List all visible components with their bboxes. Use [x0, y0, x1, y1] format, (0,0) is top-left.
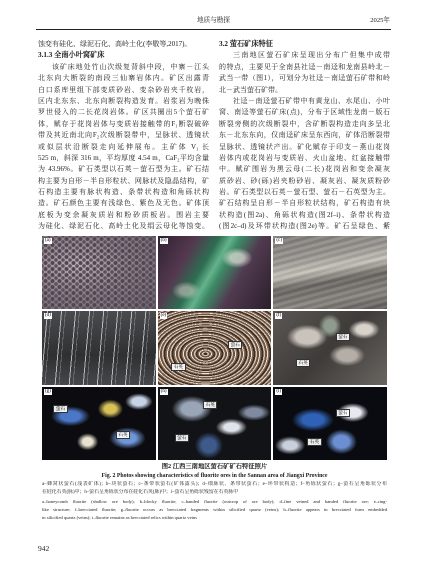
body-text-line: 525 m，斜深 316 m，平均厚度 4.54 m，CaF₂平均含量: [38, 153, 209, 162]
figure-legend-en-line: a–honeycomb fluorite (shallow ore body); b–blocky fluorite; c–banded fluorite (outcrop of ore body); d–fine veined and banded fluorite ore; e–ring-: [42, 499, 387, 504]
right-text-column: [219, 39, 390, 233]
body-text-line: 中。赋矿围岩为黑云母(二长)花岗岩和变余凝灰: [219, 165, 390, 174]
body-text-line: 为硅化、绿泥石化、高岭土化及绢云母化等蚀变。: [38, 222, 209, 231]
panel-label: (i): [276, 388, 282, 394]
mineral-annotation: 石英: [203, 401, 217, 409]
panel-label: (a): [45, 238, 51, 243]
section-heading: 3.1.3 全南小叶窝矿床: [38, 51, 105, 60]
body-text-line: 蚀变有硅化、绿泥石化、高岭土化(李敬等,2017)。: [38, 40, 192, 48]
figure-title-en: Fig. 2 Photos showing characteristics of fluorite ores in the Sannan area of Jiangxi Province: [101, 473, 328, 479]
body-text-line: 构主要为自形－半自形粒状、网脉状及隐晶结构，矿: [38, 176, 209, 185]
body-text-line: 的特点，主要见于全南县社迳－南迳和龙南县岭北－: [219, 62, 390, 71]
panel-label: (c): [276, 238, 282, 243]
photo-panel-f: [273, 311, 387, 384]
photo-panel-c: [273, 236, 387, 309]
body-text-line: 北－武当萤石矿带。: [219, 85, 282, 94]
body-text-line: 带及其近南北向F₂次级断裂带中，呈脉状、透镜状: [38, 131, 209, 140]
body-text-line: 岩。矿石类型以石英－萤石型、萤石－石英型为主。: [219, 188, 390, 197]
mineral-annotation: 石英: [296, 359, 310, 367]
body-text-line: 武当一带（图1），可划分为社迳－南迳萤石矿带和岭: [219, 74, 390, 83]
body-text-line: 三南地区萤石矿床呈现出分布广但集中成带: [233, 51, 390, 60]
photo-panel-h: [158, 387, 272, 460]
body-text-line: 东－北东东向，仅南迳矿床呈东西向，矿体沿断裂带: [219, 131, 390, 140]
body-text-line: 状构造(图2a)、角砾状构造(图2f–i)、条带状构造: [219, 210, 390, 219]
body-text-line: 岩体内或花岗岩与变质岩、火山盆地、红盆接触带: [219, 153, 390, 162]
body-text-line: 区内北东东、北东向断裂构造发育。岩浆岩为晚侏: [38, 96, 209, 105]
figure-title-cn: 图2 江西三南地区萤石矿矿石特征照片: [161, 463, 268, 470]
mineral-annotation: 萤石: [228, 341, 242, 349]
body-text-line: 体，赋存于花岗岩体与变质岩接触带的F₁断裂破碎: [38, 119, 209, 128]
body-text-line: 罗世侵入的二长花岗岩体。矿区共圈出5个萤石矿: [38, 108, 209, 117]
body-text-line: 该矿床地处竹山次级复背斜中段，中寨－江头: [52, 62, 209, 71]
panel-label: (g): [45, 388, 51, 394]
body-text-line: 呈脉状、透镜状产出。矿化赋存于印支－燕山花岗: [219, 142, 390, 151]
photo-panel-e: [158, 311, 272, 384]
photo-panel-i: [273, 387, 387, 460]
panel-label: (f): [276, 313, 282, 319]
panel-label: (e): [160, 313, 167, 319]
mineral-annotation: 石英: [116, 431, 130, 439]
figure-legend-en-line: like structure; f–brecciated fluorite; g–fluorite occurs as brecciated fragments within silicified quartz (veins); h–fluorite appears in brecciated form embedded: [42, 507, 387, 512]
mineral-annotation: 萤石: [53, 405, 67, 413]
left-text-column: [38, 39, 209, 233]
body-text-line: 质砂岩、砂(砾)岩夹粉砂岩、凝灰岩、凝灰质粉砂: [219, 176, 390, 185]
body-text-line: 造。矿石颜色主要有浅绿色、紫色及无色。矿体顶: [38, 199, 209, 208]
figure-photo-grid: [42, 236, 387, 460]
body-text-line: 底板为变余凝灰质岩和粉砂质板岩。围岩主要: [38, 210, 209, 219]
mineral-annotation: 石英: [307, 438, 321, 446]
mineral-annotation: 萤石: [175, 434, 189, 442]
panel-label: (h): [160, 388, 167, 394]
body-text-line: 矿石结构呈自形－半自形粒状结构，矿石构造有块: [219, 199, 390, 208]
journal-year: 2025年: [370, 17, 390, 24]
panel-label: (b): [160, 238, 167, 243]
body-text-line: 北东向大断裂的南段三仙寨岩体内。矿区出露青: [38, 74, 209, 83]
header-rule: [36, 29, 391, 30]
photo-panel-b: [158, 236, 272, 309]
figure-legend-en-line: in silicified quartz (veins); i–fluorite remains as brecciated relics within quartz veins: [42, 515, 197, 520]
figure-legend-cn-line: a–蜂窝状萤石(浅表矿体)；b–块状萤石；c–条带状萤石(矿体露头)；d–细脉状、条带状萤石；e–环带状构造；f–角砾状萤石；g–萤石呈角砾状分布: [42, 482, 387, 487]
mineral-annotation: 萤石: [336, 409, 350, 417]
section-heading: 3.2 萤石矿床特征: [219, 40, 273, 48]
panel-label: (d): [45, 313, 51, 319]
body-text-line: 石构造主要有脉状构造、条带状构造和角砾状构: [38, 188, 209, 197]
figure-legend-cn-line: 在硅化石英(脉)中；h–萤石呈角砾状分布在硅化石英(脉)中；i–萤石呈角砾状残留在石英脉中: [42, 490, 239, 495]
page-number: 942: [38, 544, 50, 553]
body-text-line: 社迳－南迳萤石矿带中有黄龙山、水尾山、小叶: [233, 96, 390, 105]
journal-name: 地质与勘探: [197, 17, 230, 24]
body-text-line: 窝、南迳等萤石矿床(点)，分布于区域性龙南－版石: [219, 108, 390, 117]
body-text-line: 断裂旁侧的次级断裂中，含矿断裂构造走向多呈北: [219, 119, 390, 128]
body-text-line: 为 43.96%。矿石类型以石英－萤石型为主。矿石结: [38, 165, 209, 174]
photo-panel-a: [42, 236, 156, 309]
mineral-annotation: 萤石: [336, 333, 350, 341]
body-text-line: (图2c–d)及环带状构造(图2e)等。矿石呈绿色、紫: [219, 222, 390, 231]
photo-panel-d: [42, 311, 156, 384]
body-text-line: 白口系库里组下部变质砂岩、变杂砂岩夹千枚岩，: [38, 85, 209, 94]
photo-panel-g: [42, 387, 156, 460]
mineral-annotation: 石英: [171, 363, 185, 371]
body-text-line: 或似层状沿断裂走向延伸展布。主矿体 V₁ 长: [38, 142, 209, 151]
